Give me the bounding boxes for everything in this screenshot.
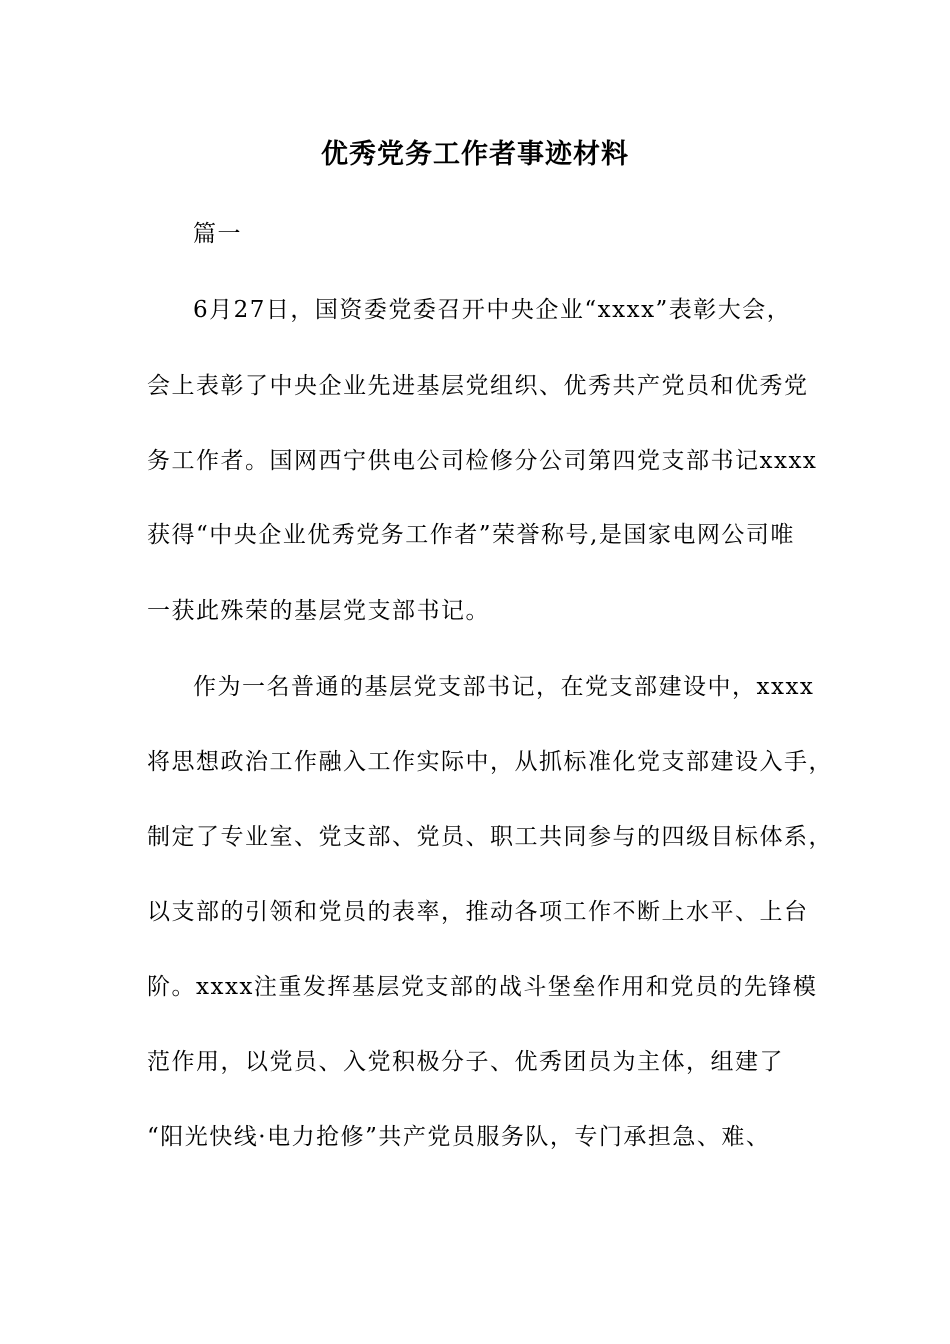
paragraph-line: 制定了专业室、党支部、党员、职工共同参与的四级目标体系， [147, 824, 833, 850]
document-title: 优秀党务工作者事迹材料 [321, 139, 629, 170]
paragraph-line: 将思想政治工作融入工作实际中，从抓标准化党支部建设入手， [147, 749, 833, 775]
paragraph-line: 一获此殊荣的基层党支部书记。 [147, 598, 490, 624]
paragraph-line: 范作用，以党员、入党积极分子、优秀团员为主体，组建了 [147, 1049, 784, 1075]
paragraph-line: 以支部的引领和党员的表率，推动各项工作不断上水平、上台 [147, 899, 809, 925]
section-heading: 篇一 [193, 221, 242, 247]
paragraph-line: 作为一名普通的基层党支部书记，在党支部建设中，xxxx [193, 674, 815, 700]
paragraph-line: “阳光快线·电力抢修”共产党员服务队，专门承担急、难、 [147, 1124, 771, 1150]
paragraph-line: 务工作者。国网西宁供电公司检修分公司第四党支部书记xxxx [147, 448, 818, 474]
paragraph-line: 阶。xxxx注重发挥基层党支部的战斗堡垒作用和党员的先锋模 [147, 974, 818, 1000]
paragraph-line: 6月27日，国资委党委召开中央企业“xxxx”表彰大会， [193, 297, 792, 323]
paragraph-line: 会上表彰了中央企业先进基层党组织、优秀共产党员和优秀党 [147, 373, 809, 399]
paragraph-line: 获得“中央企业优秀党务工作者”荣誉称号,是国家电网公司唯 [147, 522, 795, 548]
